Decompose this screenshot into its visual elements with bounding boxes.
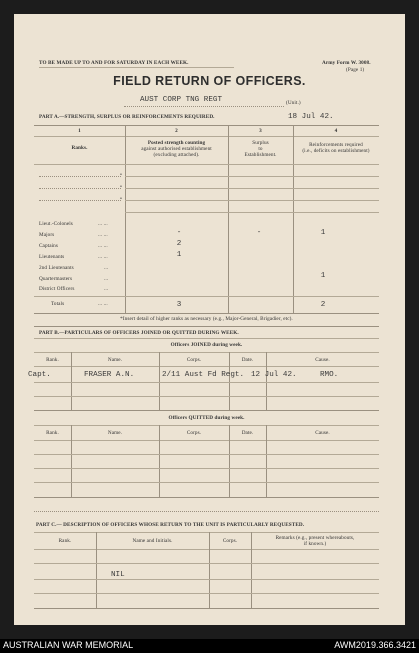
table-rule [34, 593, 379, 594]
posted-header-line-3: (excluding attached). [153, 152, 200, 158]
table-rule [34, 579, 379, 580]
table-rule [34, 164, 379, 165]
table-column-line [229, 352, 230, 410]
table-rule [34, 313, 379, 314]
unit-line [124, 106, 284, 107]
table-rule [34, 352, 379, 353]
joined-heading: Officers JOINED during week. [170, 342, 243, 348]
unit-value: AUST CORP TNG REGT [140, 96, 223, 104]
table-rule [34, 338, 379, 339]
leader-dots: ... [104, 276, 109, 282]
rank-label: Lieutenants [39, 254, 65, 260]
rank-label: Captains [39, 243, 58, 249]
table-rule [34, 549, 379, 550]
posted-value: 1 [176, 251, 182, 259]
form-title: FIELD RETURN OF OFFICERS. [113, 74, 306, 88]
part-c-entry: NIL [111, 571, 125, 579]
table-rule [34, 410, 379, 411]
column-header: Name. [107, 430, 123, 436]
table-rule [34, 608, 379, 609]
blank-rank-line [39, 188, 121, 189]
table-rule [34, 563, 379, 564]
archive-accession: AWM2019.366.3421 [334, 640, 416, 650]
section-divider [34, 511, 379, 512]
table-rule [125, 176, 379, 177]
reinf-value: 1 [320, 229, 326, 237]
part-a-date: 18 Jul 42. [288, 113, 334, 121]
totals-posted: 3 [176, 301, 182, 309]
remarks-header-line-1: Remarks (e.g., present whereabouts, [275, 535, 355, 541]
table-column-line [71, 425, 72, 497]
joined-rank: Capt. [28, 371, 51, 379]
part-a-footnote: *Insert detail of higher ranks as necessary (e.g., Major-General, Brigadier, etc). [120, 316, 293, 322]
table-column-line [266, 352, 267, 410]
column-header: Rank. [58, 538, 72, 544]
table-rule [34, 125, 379, 126]
column-header: Name and Initials. [132, 538, 173, 544]
leader-dots: ... ... [98, 254, 108, 260]
table-column-line [229, 425, 230, 497]
table-rule [125, 188, 379, 189]
archive-footer [0, 639, 419, 653]
leader-dots: ... ... [98, 232, 108, 238]
leader-dots: ... [104, 286, 109, 292]
table-rule [34, 296, 379, 297]
section-divider [34, 326, 379, 327]
table-column-line [266, 425, 267, 497]
rank-label: Quartermasters [39, 276, 73, 282]
posted-value: - [176, 229, 182, 237]
column-number: 3 [259, 128, 262, 134]
reinf-header-line-2: (i.e., deficits on establishment) [302, 148, 370, 154]
leader-dots: ... ... [98, 243, 108, 249]
surplus-header-line-2: to [258, 146, 263, 152]
asterisk-mark: • [120, 172, 122, 178]
posted-header-line-1: Posted strength counting [147, 140, 206, 146]
joined-name: FRASER A.N. [84, 371, 135, 379]
reinf-value: 1 [320, 272, 326, 280]
part-c-heading: PART C.— DESCRIPTION OF OFFICERS WHOSE RETURN TO THE UNIT IS PARTICULARLY REQUESTED. [36, 522, 305, 528]
asterisk-mark: • [120, 196, 122, 202]
part-a-heading: PART A.—STRENGTH, SURPLUS OR REINFORCEMENTS REQUIRED. [39, 114, 215, 120]
column-number: 1 [78, 128, 81, 134]
column-number: 4 [334, 128, 338, 134]
surplus-value: - [256, 229, 262, 237]
army-form-number: Army Form W. 3008. [322, 60, 371, 66]
table-rule [34, 532, 379, 533]
table-column-line [251, 532, 252, 608]
archive-name: AUSTRALIAN WAR MEMORIAL [3, 640, 134, 650]
table-rule [34, 440, 379, 441]
rank-label: District Officers [39, 286, 75, 292]
table-column-line [159, 352, 160, 410]
remarks-header-line-2: if known.) [303, 541, 327, 547]
leader-dots: ... [104, 265, 109, 271]
page-number: (Page 1) [346, 67, 365, 73]
ranks-header: Ranks. [71, 145, 88, 151]
table-rule [34, 136, 379, 137]
blank-rank-line [39, 200, 121, 201]
table-rule [34, 454, 379, 455]
table-rule [125, 212, 379, 213]
table-column-line [159, 425, 160, 497]
posted-value: 2 [176, 240, 182, 248]
joined-date: 12 Jul 42. [251, 371, 297, 379]
top-note: TO BE MADE UP TO AND FOR SATURDAY IN EACH WEEK. [39, 60, 189, 66]
column-header: Rank. [46, 357, 59, 363]
surplus-header-line-3: Establishment. [244, 152, 277, 158]
totals-reinf: 2 [320, 301, 326, 309]
table-rule [34, 396, 379, 397]
blank-rank-line [39, 176, 121, 177]
table-column-line [71, 352, 72, 410]
posted-header-line-2: against authorised establishment [141, 146, 212, 152]
totals-label: Totals [51, 301, 65, 307]
column-header: Name. [107, 357, 123, 363]
joined-cause: RMO. [320, 371, 339, 379]
divider [39, 67, 234, 68]
table-column-line [96, 532, 97, 608]
column-header: Cause. [315, 430, 330, 436]
document-page [14, 14, 405, 625]
column-header: Date. [241, 357, 254, 363]
rank-label: 2nd Lieutenants [39, 265, 74, 271]
unit-label: (Unit.) [286, 100, 301, 106]
asterisk-mark: • [120, 184, 122, 190]
part-b-heading: PART B.—PARTICULARS OF OFFICERS JOINED OR QUITTED DURING WEEK. [39, 330, 239, 336]
table-rule [34, 468, 379, 469]
table-rule [34, 425, 379, 426]
leader-dots: ... ... [98, 301, 108, 307]
reinf-header-line-1: Reinforcements required [309, 142, 363, 148]
column-header: Rank. [46, 430, 59, 436]
quitted-heading: Officers QUITTED during week. [168, 415, 245, 421]
column-header: Corps. [222, 538, 238, 544]
leader-dots: ... ... [98, 221, 108, 227]
table-column-line [209, 532, 210, 608]
column-header: Corps. [186, 430, 202, 436]
table-rule [34, 366, 379, 367]
rank-label: Lieut.-Colonels [39, 221, 73, 227]
table-rule [34, 497, 379, 498]
table-rule [34, 482, 379, 483]
column-header: Corps. [186, 357, 202, 363]
column-number: 2 [175, 128, 178, 134]
column-header: Cause. [315, 357, 330, 363]
joined-corps: 2/11 Aust Fd Regt. [162, 371, 245, 379]
rank-label: Majors [39, 232, 55, 238]
surplus-header-line-1: Surplus [252, 140, 269, 146]
column-header: Date. [241, 430, 254, 436]
table-rule [125, 200, 379, 201]
table-rule [34, 382, 379, 383]
